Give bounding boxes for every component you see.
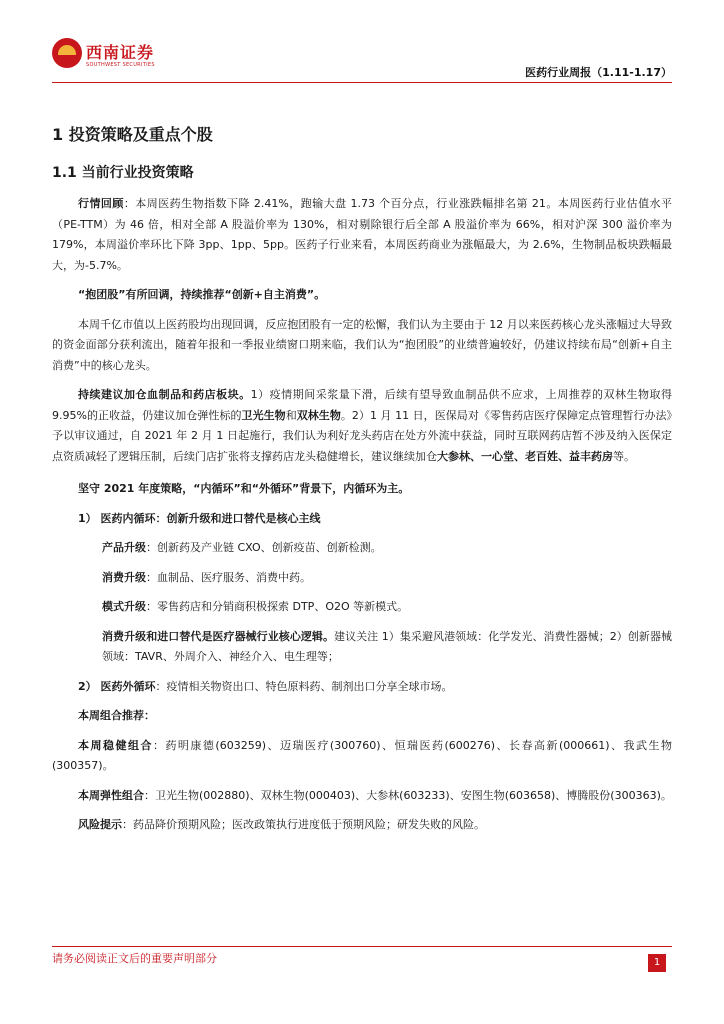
risk-warning-line (52, 815, 672, 836)
consumer-upgrade-line (52, 568, 672, 589)
baotuan-heading (52, 285, 672, 306)
consumer-upgrade-text: ：血制品、医疗服务、消费中药。 (146, 570, 311, 584)
product-upgrade-line (52, 538, 672, 559)
strategy-heading-text: 坚守 2021 年度策略，“内循环”和“外循环”背景下，内循环为主。 (78, 482, 410, 495)
market-review-text: ：本周医药生物指数下降 2.41%，跑输大盘 1.73 个百分点，行业涨跌幅排名第 21。本周医药行业估值水平（PE-TTM）为 46 倍，相对全部 A 股溢价率为 130%，相对剔除银行后全部 A 股溢价率为 66%，相对沪深 300 溢价率为 179%，本周溢价率环比下降 3pp、1pp、5pp。医药子行业来看，本周医药商业为涨幅最大，为 2.6%，生物制品板块跌幅最大，为-5.7%。 (52, 197, 672, 272)
header-divider (52, 82, 672, 83)
elastic-portfolio-label: 本周弹性组合 (78, 788, 144, 802)
blood-stock-2: 双林生物 (296, 408, 341, 422)
page-number: 1 (648, 954, 666, 972)
page-header (0, 0, 724, 90)
device-label: 消费升级和进口替代是医疗器械行业核心逻辑。 (102, 629, 335, 643)
outer-loop-line (52, 677, 672, 698)
steady-portfolio-label: 本周稳健组合 (78, 738, 153, 752)
logo-chinese-name: 西南证券 (86, 43, 155, 62)
outer-loop-label: 2） 医药外循环 (78, 679, 156, 693)
baotuan-heading-text: “抱团股”有所回调，持续推荐“创新+自主消费”。 (78, 288, 326, 301)
blood-label: 持续建议加仓血制品和药店板块。 (78, 388, 251, 401)
product-upgrade-text: ：创新药及产业链 CXO、创新疫苗、创新检测。 (146, 541, 382, 554)
logo-emblem-icon (52, 38, 82, 68)
outer-loop-text: ：疫情相关物资出口、特色原料药、制剂出口分享全球市场。 (155, 679, 453, 693)
mode-upgrade-label: 模式升级 (102, 600, 146, 613)
blood-text-4: 等。 (613, 449, 635, 463)
mode-upgrade-line (52, 597, 672, 618)
elastic-portfolio-text: ：卫光生物(002880)、双林生物(000403)、大参林(603233)、安图生物(603658)、博腾股份(300363)。 (144, 788, 672, 802)
elastic-portfolio-paragraph (52, 786, 672, 807)
device-paragraph (52, 627, 672, 668)
risk-warning-label: 风险提示 (78, 818, 122, 831)
portfolio-heading (52, 706, 672, 727)
steady-portfolio-text: ：药明康德(603259)、迈瑞医疗(300760)、恒瑞医药(600276)、长春高新(000661)、我武生物(300357)。 (52, 738, 673, 772)
mode-upgrade-text: ：零售药店和分销商积极探索 DTP、O2O 等新模式。 (146, 600, 409, 613)
steady-portfolio-paragraph (52, 736, 672, 777)
market-review-label: 行情回顾 (78, 197, 124, 210)
logo-english-name: SOUTHWEST SECURITIES (86, 62, 155, 68)
inner-loop-heading-text: 1） 医药内循环：创新升级和进口替代是核心主线 (78, 511, 321, 525)
risk-warning-text: ：药品降价预期风险；医改政策执行进度低于预期风险；研发失败的风险。 (122, 818, 485, 831)
report-title: 医药行业周报（1.11-1.17） (525, 66, 672, 79)
company-logo (52, 38, 162, 78)
blood-pharmacy-paragraph (52, 385, 672, 467)
section-heading-1: 1 投资策略及重点个股 (52, 125, 213, 144)
baotuan-paragraph: 本周千亿市值以上医药股均出现回调，反应抱团股有一定的松懈，我们认为主要由于 12 月以来医药核心龙头涨幅过大导致的资金面部分获利流出，随着年报和一季报业绩窗口期来临，我们认为“抱团股”的业绩普遍较好，仍建议持续布局“创新+自主消费”中的核心龙头。 (52, 317, 672, 372)
blood-text-2: 和 (285, 408, 297, 422)
device-text: 建议关注 1）集采避风港领域：化学发光、消费性器械；2）创新器械领域：TAVR、外周介入、神经介入、电生理等； (102, 629, 672, 663)
consumer-upgrade-label: 消费升级 (102, 570, 146, 584)
blood-text-3: 。2）1 月 11 日，医保局对《零售药店医疗保障定点管理暂行办法》予以审议通过，自 2021 年 2 月 1 日起施行，我们认为利好龙头药店在处方外流中获益，同时互联网药店暂不涉及纳入医保定点资质减轻了逻辑压制，后续门店扩张将支撑药店龙头稳健增长，建议继续加仓 (52, 408, 673, 463)
pharmacy-stocks: 大参林、一心堂、老百姓、益丰药房 (437, 449, 613, 463)
portfolio-heading-text: 本周组合推荐： (78, 709, 155, 722)
market-review-paragraph (52, 194, 672, 276)
disclaimer-note: 请务必阅读正文后的重要声明部分 (52, 952, 217, 965)
footer-divider (52, 946, 672, 947)
inner-loop-heading (52, 509, 672, 530)
product-upgrade-label: 产品升级 (102, 541, 146, 554)
blood-text-1: 1）疫情期间采浆量下滑，后续有望导致血制品供不应求，上周推荐的双林生物取得 9.95%的正收益，仍建议加仓弹性标的 (52, 388, 673, 422)
main-content (52, 108, 672, 836)
blood-stock-1: 卫光生物 (241, 408, 286, 422)
strategy-heading (52, 479, 672, 500)
section-heading-1-1: 1.1 当前行业投资策略 (52, 165, 194, 181)
